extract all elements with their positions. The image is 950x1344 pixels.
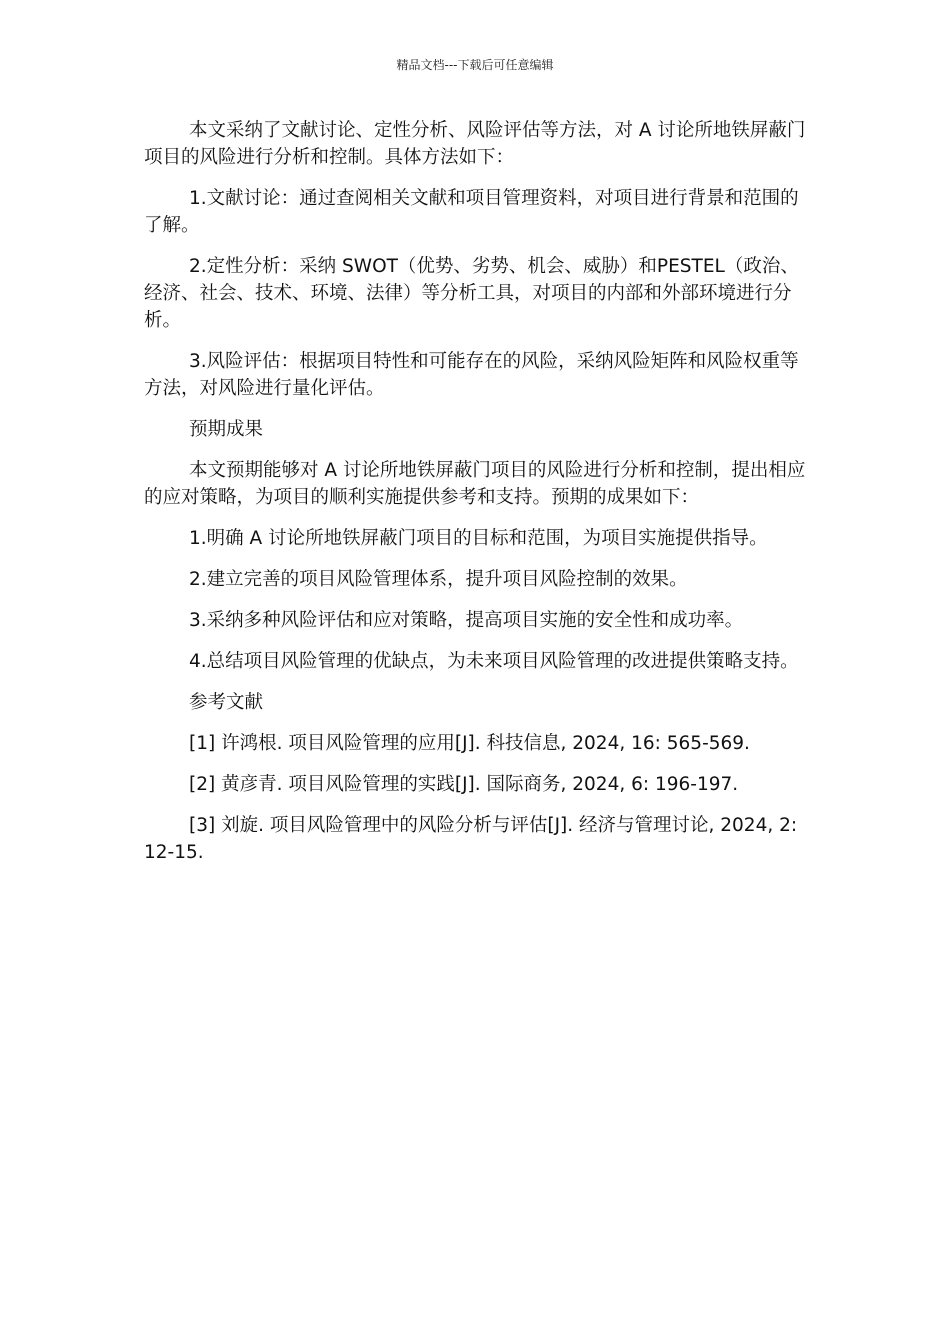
- method-qualitative-paragraph: 2.定性分析：采纳 SWOT（优势、劣势、机会、威胁）和PESTEL（政治、经济、社会、技术、环境、法律）等分析工具，对项目的内部和外部环境进行分析。: [144, 256, 799, 331]
- reference-item-3: [3] 刘旋. 项目风险管理中的风险分析与评估[J]. 经济与管理讨论, 2024, 2: 12-15.: [144, 815, 798, 863]
- expected-result-item-1: 1.明确 A 讨论所地铁屏蔽门项目的目标和范围，为项目实施提供指导。: [189, 528, 768, 549]
- expected-result-item-4: 4.总结项目风险管理的优缺点，为未来项目风险管理的改进提供策略支持。: [189, 651, 799, 672]
- expected-results-heading: 预期成果: [189, 419, 264, 440]
- expected-result-item-3: 3.采纳多种风险评估和应对策略，提高项目实施的安全性和成功率。: [189, 610, 744, 631]
- expected-results-intro-paragraph: 本文预期能够对 A 讨论所地铁屏蔽门项目的风险进行分析和控制，提出相应的应对策略，为项目的顺利实施提供参考和支持。预期的成果如下：: [144, 460, 806, 508]
- expected-result-item-2: 2.建立完善的项目风险管理体系，提升项目风险控制的效果。: [189, 569, 688, 590]
- document-body: [144, 117, 806, 880]
- reference-item-2: [2] 黄彦青. 项目风险管理的实践[J]. 国际商务, 2024, 6: 196-197.: [189, 774, 739, 795]
- methods-intro-paragraph: 本文采纳了文献讨论、定性分析、风险评估等方法，对 A 讨论所地铁屏蔽门项目的风险进行分析和控制。具体方法如下：: [144, 120, 806, 168]
- references-heading: 参考文献: [189, 692, 264, 713]
- page-header: 精品文档---下载后可任意编辑: [396, 58, 554, 72]
- reference-item-1: [1] 许鸿根. 项目风险管理的应用[J]. 科技信息, 2024, 16: 565-569.: [189, 733, 750, 754]
- method-risk-assessment-paragraph: 3.风险评估：根据项目特性和可能存在的风险，采纳风险矩阵和风险权重等方法，对风险进行量化评估。: [144, 351, 799, 399]
- method-literature-paragraph: 1.文献讨论：通过查阅相关文献和项目管理资料，对项目进行背景和范围的了解。: [144, 188, 799, 236]
